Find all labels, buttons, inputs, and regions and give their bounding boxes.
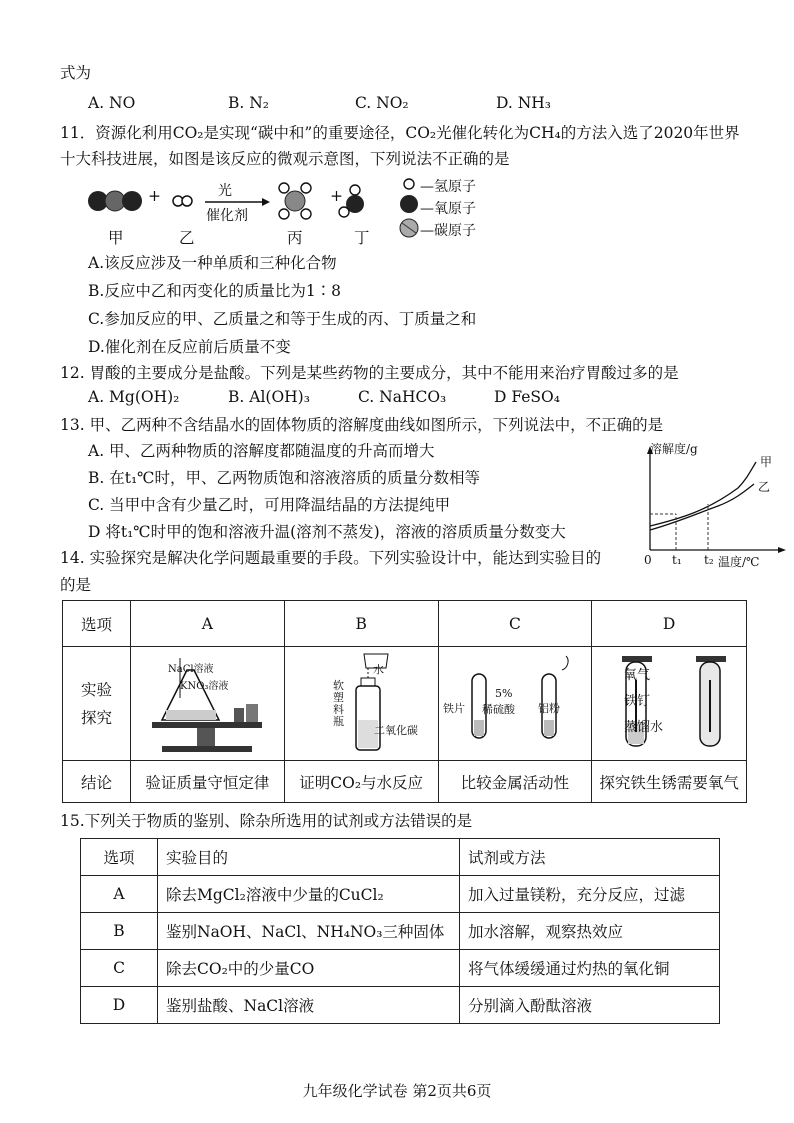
q10-option-c: C. NO₂ (355, 94, 409, 112)
q15-row-a-option: A (81, 876, 158, 913)
q15-row-a-method: 加入过量镁粉，充分反应，过滤 (460, 876, 720, 913)
q14-row-conclusion: 结论 (63, 761, 131, 803)
arrow-label-catalyst: 催化剂 (206, 208, 248, 224)
img-label-5pct: 5% (495, 687, 513, 700)
plus-sign-1: + (148, 187, 161, 205)
legend-carbon: —碳原子 (420, 223, 476, 239)
q12-stem: 12. 胃酸的主要成分是盐酸。下列是某些药物的主要成分，其中不能用来治疗胃酸过多的是 (60, 364, 679, 382)
molecule-bing-ch4 (279, 183, 311, 219)
img-label-h2so4: 稀硫酸 (482, 703, 515, 716)
q10-option-b: B. N₂ (228, 94, 270, 112)
q11-option-b: B.反应中乙和丙变化的质量比为1∶8 (88, 282, 342, 300)
img-label-water: 水 (373, 663, 384, 676)
q15-row-d-option: D (81, 987, 158, 1024)
img-label-bottle: 软塑料瓶 (333, 679, 344, 728)
graph-ylabel: 溶解度/g (650, 442, 698, 456)
q13-stem: 13. 甲、乙两种不含结晶水的固体物质的溶解度曲线如图所示，下列说法中，不正确的是 (60, 416, 664, 434)
legend-hydrogen: —氢原子 (420, 179, 476, 195)
q10-option-a: A. NO (88, 94, 136, 112)
q15-header-method: 试剂或方法 (460, 839, 720, 876)
legend-oxygen: —氧原子 (420, 201, 476, 217)
img-label-nail: 铁钉 (624, 694, 651, 709)
label-jia: 甲 (108, 229, 124, 247)
q15-row-d-purpose: 鉴别盐酸、NaCl溶液 (158, 987, 460, 1024)
q14-col-c: C (438, 601, 592, 647)
atom-legend (400, 179, 418, 237)
label-ding: 丁 (354, 229, 370, 247)
arrow-label-light: 光 (218, 183, 232, 199)
q14-conclusion-c: 比较金属活动性 (438, 761, 592, 803)
q15-row-c-purpose: 除去CO₂中的少量CO (158, 950, 460, 987)
img-label-water-dist: 蒸馏水 (624, 720, 664, 735)
q15-row-c-option: C (81, 950, 158, 987)
q11-stem-line1: 11．资源化利用CO₂是实现“碳中和”的重要途径，CO₂光催化转化为CH₄的方法入选了2020年世界 (60, 124, 740, 142)
q12-option-d: D FeSO₄ (494, 388, 560, 406)
img-label-kno3: KNO₃溶液 (180, 681, 229, 692)
graph-curve-yi-label: 乙 (758, 480, 771, 494)
q10-tail: 式为 (60, 64, 92, 82)
q15-header-option: 选项 (81, 839, 158, 876)
label-bing: 丙 (287, 229, 303, 247)
q13-option-d: D 将t₁℃时甲的饱和溶液升温(溶剂不蒸发)，溶液的溶质质量分数变大 (88, 523, 566, 541)
graph-xlabel: 温度/℃ (718, 555, 760, 569)
q11-option-d: D.催化剂在反应前后质量不变 (88, 338, 291, 356)
q12-option-a: A. Mg(OH)₂ (88, 388, 180, 406)
q14-conclusion-a: 验证质量守恒定律 (131, 761, 285, 803)
q13-option-c: C. 当甲中含有少量乙时，可用降温结晶的方法提纯甲 (88, 496, 451, 514)
q14-row-experiment: 实验 探究 (63, 647, 131, 761)
q11-option-c: C.参加反应的甲、乙质量之和等于生成的丙、丁质量之和 (88, 310, 477, 328)
q14-conclusion-d: 探究铁生锈需要氧气 (592, 761, 747, 803)
q15-row-a-purpose: 除去MgCl₂溶液中少量的CuCl₂ (158, 876, 460, 913)
q14-image-b (284, 647, 438, 761)
q12-option-b: B. Al(OH)₃ (228, 388, 310, 406)
img-label-nacl: NaCl溶液 (168, 664, 214, 675)
graph-t2: t₂ (704, 553, 714, 567)
q13-option-b: B. 在t₁℃时，甲、乙两物质饱和溶液溶质的质量分数相等 (88, 469, 481, 487)
q14-col-a: A (131, 601, 285, 647)
q11-stem-line2: 十大科技进展，如图是该反应的微观示意图，下列说法不正确的是 (60, 150, 510, 168)
q14-stem-line2: 的是 (60, 576, 92, 594)
q15-table (80, 838, 720, 1024)
q11-option-a: A.该反应涉及一种单质和三种化合物 (88, 254, 337, 272)
q15-stem: 15.下列关于物质的鉴别、除杂所选用的试剂或方法错误的是 (60, 812, 473, 830)
img-label-co2: 二氧化碳 (374, 724, 418, 737)
q14-header-option: 选项 (63, 601, 131, 647)
q15-header-purpose: 实验目的 (158, 839, 460, 876)
molecule-yi-h2 (173, 196, 192, 206)
label-yi: 乙 (179, 229, 195, 247)
img-label-al-powder: 铝粉 (538, 702, 560, 715)
q10-option-d: D. NH₃ (496, 94, 552, 112)
graph-curve-jia-label: 甲 (760, 455, 773, 469)
q14-col-b: B (284, 601, 438, 647)
page-footer: 九年级化学试卷 第2页共6页 (302, 1082, 492, 1100)
img-label-iron-sheet: 铁片 (443, 702, 465, 715)
q15-row-b-method: 加水溶解，观察热效应 (460, 913, 720, 950)
q14-conclusion-b: 证明CO₂与水反应 (284, 761, 438, 803)
q14-image-d (592, 647, 747, 761)
q15-row-d-method: 分别滴入酚酞溶液 (460, 987, 720, 1024)
plus-sign-2: + (330, 187, 343, 205)
q13-option-a: A. 甲、乙两种物质的溶解度都随温度的升高而增大 (88, 442, 435, 460)
q15-row-b-option: B (81, 913, 158, 950)
q15-row-b-purpose: 鉴别NaOH、NaCl、NH₄NO₃三种固体 (158, 913, 460, 950)
q15-row-c-method: 将气体缓缓通过灼热的氧化铜 (460, 950, 720, 987)
q12-option-c: C. NaHCO₃ (358, 388, 447, 406)
q14-col-d: D (592, 601, 747, 647)
molecule-jia-co2 (88, 191, 142, 211)
img-label-oxygen: 氧气 (624, 668, 651, 683)
graph-origin: 0 (644, 553, 652, 567)
graph-t1: t₁ (672, 553, 682, 567)
curve-yi (650, 484, 754, 530)
q14-stem-line1: 14. 实验探究是解决化学问题最重要的手段。下列实验设计中，能达到实验目的 (60, 549, 602, 567)
